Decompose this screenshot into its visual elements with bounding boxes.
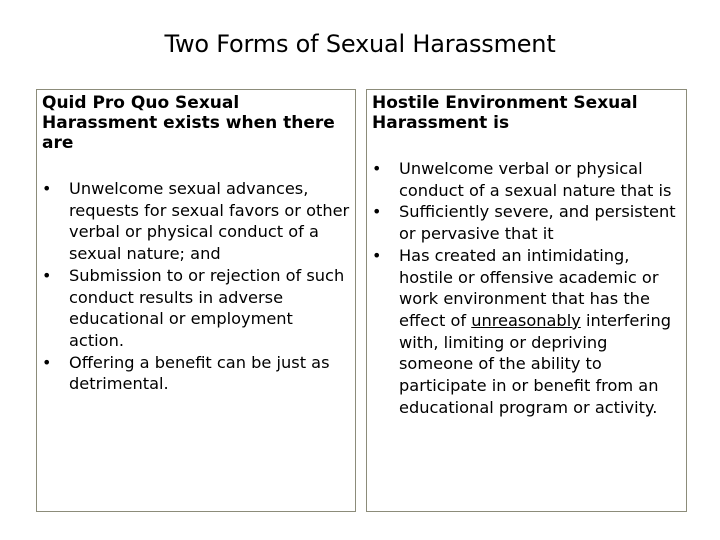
list-item-text-before: Has created an intimidating, hostile or offensive academic or work environment that has the effect of [399, 245, 659, 330]
list-item-text: Submission to or rejection of such conduct results in adverse educational or employment action. [69, 265, 345, 350]
hostile-environment-list [371, 158, 682, 418]
list-item [371, 201, 682, 244]
bullet-icon: • [42, 352, 52, 372]
quid-pro-quo-list [41, 178, 351, 395]
list-item [41, 265, 351, 352]
hostile-environment-heading: Hostile Environment Sexual Harassment is [372, 93, 638, 133]
list-item-text: Sufficiently severe, and persistent or pervasive that it [399, 202, 676, 244]
quid-pro-quo-column [36, 89, 356, 512]
list-item-text: Unwelcome verbal or physical conduct of a sexual nature that is [399, 159, 672, 200]
bullet-icon: • [372, 159, 382, 178]
bullet-icon: • [42, 265, 52, 285]
hostile-environment-column [366, 89, 687, 512]
list-item [371, 158, 682, 201]
list-item [371, 245, 682, 419]
bullet-icon: • [372, 245, 382, 265]
bullet-icon: • [42, 179, 52, 198]
list-item-text: Unwelcome sexual advances, requests for sexual favors or other verbal or physical conduct of a sexual nature; and [69, 179, 350, 264]
list-item [41, 352, 351, 395]
quid-pro-quo-heading: Quid Pro Quo Sexual Harassment exists when there are [42, 93, 335, 153]
list-item [41, 178, 351, 265]
bullet-icon: • [372, 202, 382, 222]
list-item-text: Offering a benefit can be just as detrimental. [69, 352, 330, 394]
slide-title: Two Forms of Sexual Harassment [164, 30, 556, 58]
list-item-text-after: interfering with, limiting or depriving someone of the ability to participate in or benefit from an educational program or activity. [399, 310, 672, 417]
underlined-word: unreasonably [471, 310, 581, 330]
